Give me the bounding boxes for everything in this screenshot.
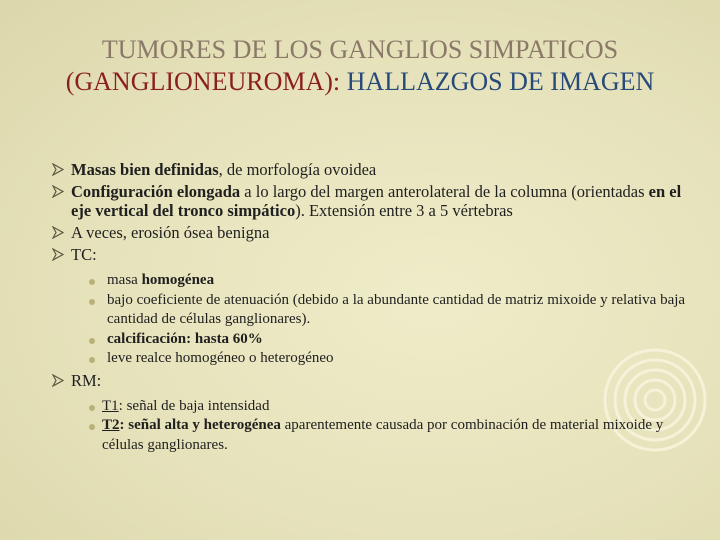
bullet-bold-text: Masas bien definidas — [71, 160, 219, 179]
sub-bullet-text: : señal de baja intensidad — [118, 397, 270, 414]
dot-icon — [89, 405, 95, 411]
arrowhead-icon — [52, 248, 64, 261]
dot-icon — [89, 299, 95, 305]
sub-bullet-text: aparentemente causada por combinación de material mixoide y células ganglionares. — [102, 417, 664, 453]
bullet-item — [52, 182, 692, 220]
sub-bullet-text: masa — [107, 272, 142, 288]
arrowhead-icon — [52, 163, 64, 176]
dot-icon — [89, 279, 95, 285]
bullet-list — [52, 160, 692, 457]
rm-sublist — [52, 397, 692, 456]
bullet-bold-text: en el eje vertical del tronco simpático — [71, 182, 682, 220]
sub-bullet-item — [52, 330, 692, 350]
sub-bullet-underlined-text: T1 — [102, 397, 119, 414]
bullet-text: RM: — [71, 370, 102, 390]
bullet-item — [52, 223, 692, 242]
sub-bullet-text: bajo coeficiente de atenuación (debido a la abundante cantidad de matriz mixoide y relativa baja cantidad de células ganglionares). — [107, 291, 686, 327]
title-line-1: TUMORES DE LOS GANGLIOS SIMPATICOS — [101, 35, 619, 64]
arrowhead-icon — [52, 374, 64, 387]
bullet-text: A veces, erosión ósea benigna — [71, 223, 270, 242]
title-parenthetical: (GANGLIONEUROMA): — [65, 67, 341, 96]
arrowhead-icon — [52, 185, 64, 198]
bullet-item-rm — [52, 371, 692, 390]
dot-icon — [89, 424, 95, 430]
bullet-text: ). Extensión entre 3 a 5 vértebras — [295, 201, 513, 220]
sub-bullet-underlined-text: T2 — [102, 417, 120, 433]
dot-icon — [89, 357, 95, 363]
bullet-item-tc — [52, 245, 692, 264]
arrowhead-icon — [52, 226, 64, 239]
bullet-text: , de morfología ovoidea — [218, 160, 377, 179]
sub-bullet-text: leve realce homogéneo o heterogéneo — [107, 350, 334, 366]
sub-bullet-bold-text: calcificación: hasta 60% — [107, 330, 263, 347]
bullet-bold-text: Configuración elongada — [71, 182, 241, 201]
bullet-text: TC: — [71, 245, 97, 264]
title-subtitle: HALLAZGOS DE IMAGEN — [340, 67, 655, 96]
slide-title — [0, 34, 720, 98]
title-line-2 — [0, 66, 720, 98]
sub-bullet-bold-text: : señal alta y heterogénea — [119, 417, 281, 433]
sub-bullet-item — [52, 291, 692, 330]
bullet-text: a lo largo del margen anterolateral de la columna (orientadas — [240, 182, 649, 201]
sub-bullet-bold-text: homogénea — [141, 272, 215, 288]
dot-icon — [89, 338, 95, 344]
sub-bullet-item — [52, 349, 692, 369]
sub-bullet-item — [52, 416, 692, 455]
sub-bullet-item — [52, 271, 692, 291]
tc-sublist — [52, 271, 692, 369]
bullet-item — [52, 160, 692, 179]
sub-bullet-item — [52, 397, 692, 417]
